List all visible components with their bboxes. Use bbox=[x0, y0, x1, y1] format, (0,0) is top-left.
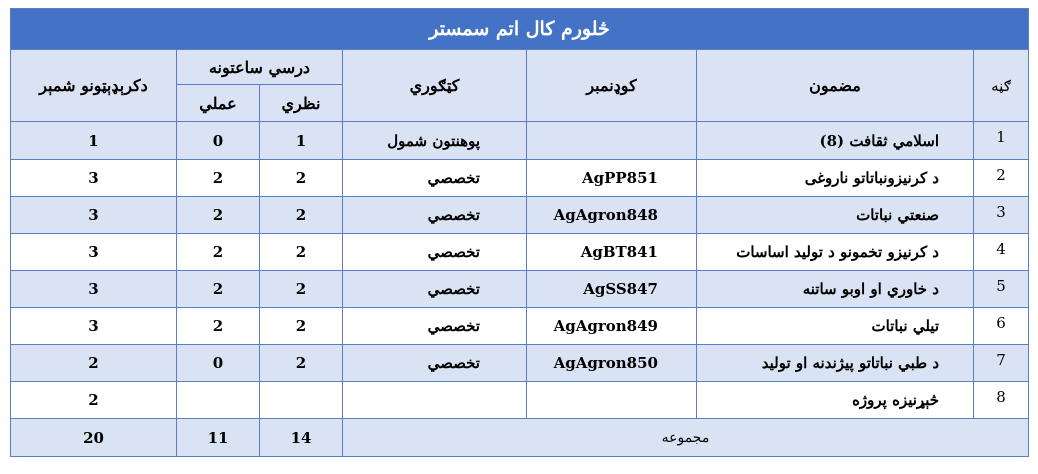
row-practical: 2 bbox=[177, 308, 260, 345]
row-theory: 2 bbox=[260, 308, 343, 345]
row-theory: 2 bbox=[260, 197, 343, 234]
row-index: 3 bbox=[974, 197, 1029, 234]
row-index: 4 bbox=[974, 234, 1029, 271]
row-category: تخصصي bbox=[343, 308, 527, 345]
row-practical: 2 bbox=[177, 234, 260, 271]
row-category: تخصصي bbox=[343, 197, 527, 234]
row-subject: تيلي نباتات bbox=[697, 308, 974, 345]
total-practical: 11 bbox=[177, 419, 260, 457]
semester-table bbox=[10, 8, 1029, 457]
row-credits: 3 bbox=[11, 271, 177, 308]
row-index: 7 bbox=[974, 345, 1029, 382]
header-code: کوډنمبر bbox=[527, 50, 697, 122]
row-code: AgPP851 bbox=[527, 160, 697, 197]
row-subject: صنعتي نباتات bbox=[697, 197, 974, 234]
table-row bbox=[11, 308, 1029, 345]
header-subject: مضمون bbox=[697, 50, 974, 122]
row-practical: 2 bbox=[177, 160, 260, 197]
row-index: 6 bbox=[974, 308, 1029, 345]
row-index: 8 bbox=[974, 382, 1029, 419]
row-credits: 3 bbox=[11, 197, 177, 234]
row-code bbox=[527, 122, 697, 160]
row-practical: 0 bbox=[177, 122, 260, 160]
row-credits: 3 bbox=[11, 160, 177, 197]
row-subject: د خاوري او اوبو ساتنه bbox=[697, 271, 974, 308]
row-category bbox=[343, 382, 527, 419]
row-category: تخصصي bbox=[343, 160, 527, 197]
row-credits: 2 bbox=[11, 382, 177, 419]
row-subject: څېړنيزه پروژه bbox=[697, 382, 974, 419]
row-theory bbox=[260, 382, 343, 419]
row-theory: 2 bbox=[260, 160, 343, 197]
table-body bbox=[11, 122, 1029, 419]
header-practical: عملي bbox=[177, 85, 260, 122]
header-index: ګڼه bbox=[974, 50, 1029, 122]
total-credits: 20 bbox=[11, 419, 177, 457]
row-theory: 2 bbox=[260, 345, 343, 382]
row-theory: 2 bbox=[260, 234, 343, 271]
table-row bbox=[11, 160, 1029, 197]
row-code: AgBT841 bbox=[527, 234, 697, 271]
row-subject: د کرنيزونباتاتو ناروغی bbox=[697, 160, 974, 197]
row-practical: 0 bbox=[177, 345, 260, 382]
row-practical bbox=[177, 382, 260, 419]
row-credits: 1 bbox=[11, 122, 177, 160]
row-credits: 3 bbox=[11, 308, 177, 345]
row-category: تخصصي bbox=[343, 345, 527, 382]
table-row bbox=[11, 234, 1029, 271]
row-code: AgSS847 bbox=[527, 271, 697, 308]
row-credits: 2 bbox=[11, 345, 177, 382]
header-category: کټګوري bbox=[343, 50, 527, 122]
header-hours-group: درسي ساعتونه bbox=[177, 50, 343, 85]
row-index: 2 bbox=[974, 160, 1029, 197]
row-subject: د کرنيزو تخمونو د توليد اساسات bbox=[697, 234, 974, 271]
row-code: AgAgron850 bbox=[527, 345, 697, 382]
row-code bbox=[527, 382, 697, 419]
row-subject: د طبي نباتاتو پيژندنه او توليد bbox=[697, 345, 974, 382]
row-subject: اسلامي ثقافت (8) bbox=[697, 122, 974, 160]
row-code: AgAgron849 bbox=[527, 308, 697, 345]
table-row bbox=[11, 122, 1029, 160]
row-index: 1 bbox=[974, 122, 1029, 160]
row-category: تخصصي bbox=[343, 271, 527, 308]
table-row bbox=[11, 271, 1029, 308]
table-row bbox=[11, 197, 1029, 234]
header-credits: دکرېډېټونو شمېر bbox=[11, 50, 177, 122]
total-label: مجموعه bbox=[343, 419, 1029, 457]
row-practical: 2 bbox=[177, 271, 260, 308]
row-theory: 2 bbox=[260, 271, 343, 308]
header-theory: نظري bbox=[260, 85, 343, 122]
row-credits: 3 bbox=[11, 234, 177, 271]
table-row bbox=[11, 382, 1029, 419]
row-code: AgAgron848 bbox=[527, 197, 697, 234]
total-theory: 14 bbox=[260, 419, 343, 457]
table-title: څلورم کال اتم سمستر bbox=[11, 9, 1029, 50]
row-practical: 2 bbox=[177, 197, 260, 234]
row-category: تخصصي bbox=[343, 234, 527, 271]
row-category: پوهنتون شمول bbox=[343, 122, 527, 160]
row-theory: 1 bbox=[260, 122, 343, 160]
table-row bbox=[11, 345, 1029, 382]
semester-table-container bbox=[10, 8, 1028, 457]
row-index: 5 bbox=[974, 271, 1029, 308]
